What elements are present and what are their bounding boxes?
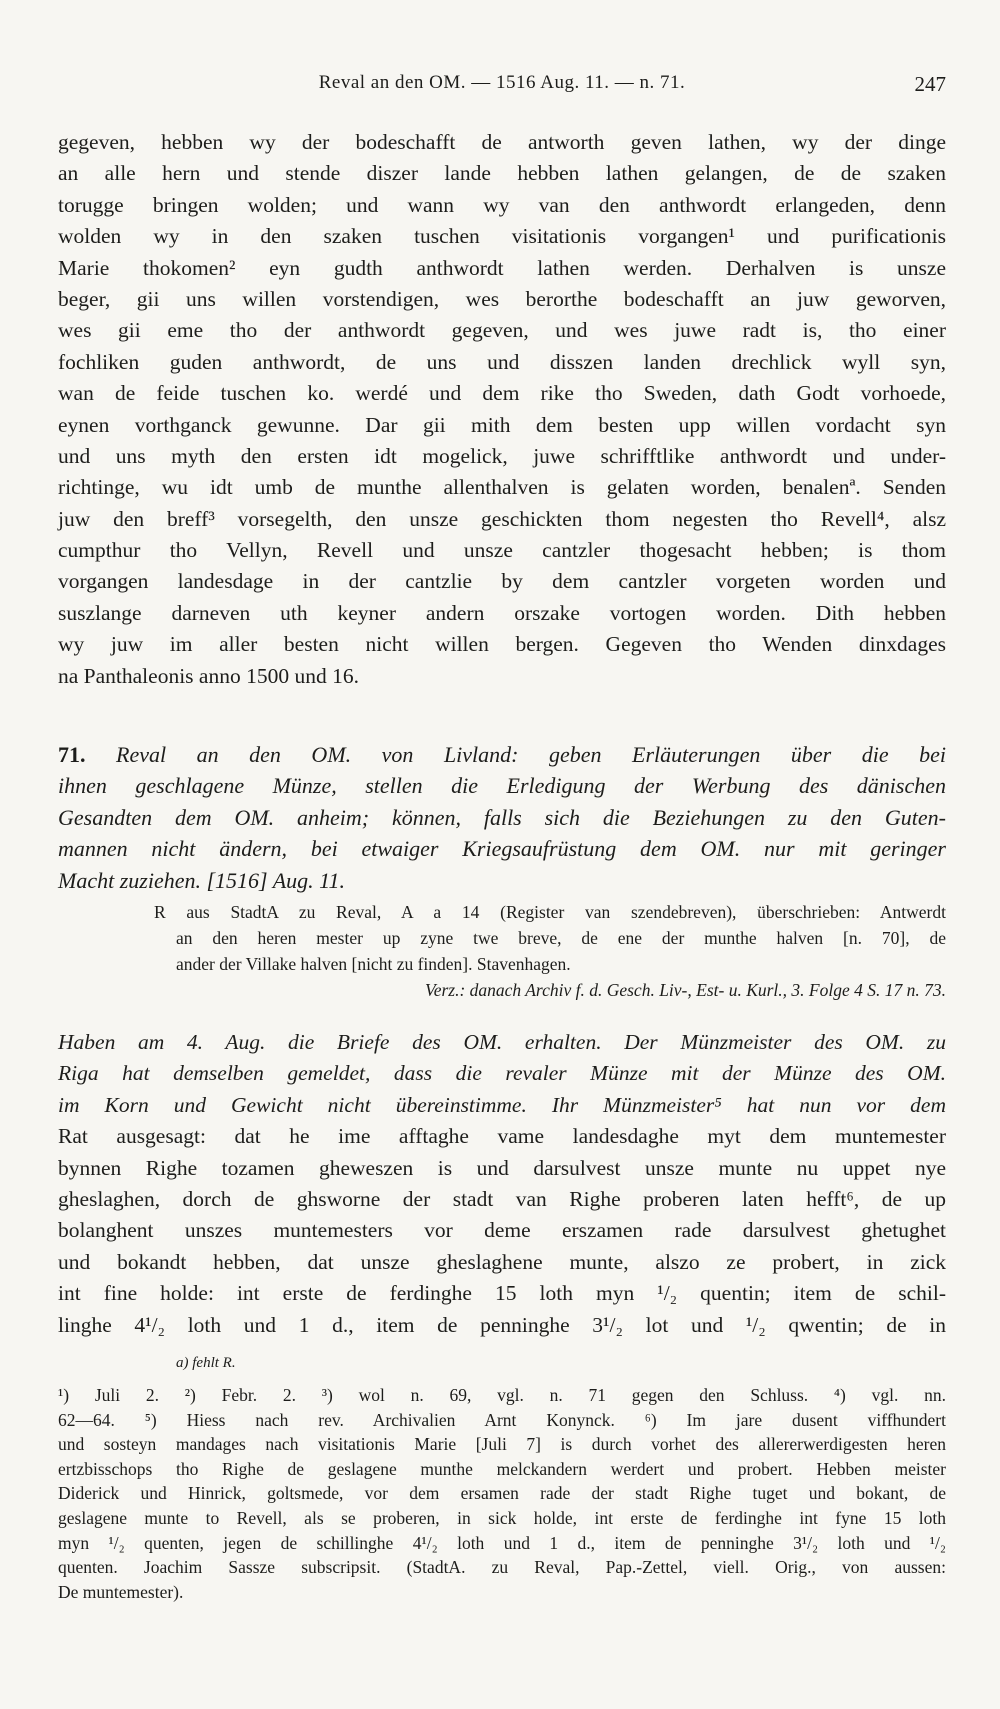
text-line: cumpthur tho Vellyn, Revell und unsze cantzler thogesacht hebben; is thom (58, 538, 946, 563)
page-number: 247 (914, 72, 946, 96)
footnote-line: 62—64. ⁵) Hiess nach rev. Archivalien Arnt Konynck. ⁶) Im jare dusent viffhundert (58, 1409, 946, 1430)
footnote-line: Diderick und Hinrick, goltsmede, vor dem ersamen rade der stadt Righe tuget und bokant, de (58, 1483, 946, 1504)
variant-note: a) fehlt R. (176, 1355, 236, 1371)
text-line: richtinge, wu idt umb de munthe allenthalven is gelaten worden, benalenª. Senden (58, 475, 946, 500)
regest-line: Gesandten dem OM. anheim; können, falls sich die Beziehungen zu den Guten- (58, 804, 946, 830)
text-line: wy juw im aller besten nicht willen bergen. Gegeven tho Wenden dinxdages (58, 632, 946, 657)
text-line: und uns myth den ersten idt mogelick, juwe schrifftlike anthwordt und under- (58, 443, 946, 468)
body-line: linghe 4¹/₂ loth und 1 d., item de penninghe 3¹/₂ lot und ¹/₂ qwentin; de in (58, 1312, 946, 1337)
text-line: wolden wy in den szaken tuschen visitationis vorgangen¹ und purificationis (58, 224, 946, 249)
source-line: an den heren mester up zyne twe breve, de ene der munthe halven [n. 70], de (176, 928, 946, 948)
regest-line: Macht zuziehen. [1516] Aug. 11. (58, 867, 345, 893)
body-line: int fine holde: int erste de ferdinghe 15 loth myn ¹/₂ quentin; item de schil- (58, 1281, 946, 1306)
text-line: an alle hern und stende diszer lande hebben lathen gelangen, de de szaken (58, 161, 946, 186)
body-line: Riga hat demselben gemeldet, dass die revaler Münze mit der Münze des OM. (58, 1061, 946, 1086)
text-line: torugge bringen wolden; und wann wy van den anthwordt erlangeden, denn (58, 192, 946, 217)
footnote-line: und sosteyn mandages nach visitationis Marie [Juli 7] is durch vorhet des allererwerdigesten heren (58, 1434, 946, 1455)
text-line: wan de feide tuschen ko. werdé und dem rike tho Sweden, dath Godt vorhoede, (58, 381, 946, 406)
footnote-line: ¹) Juli 2. ²) Febr. 2. ³) wol n. 69, vgl. n. 71 gegen den Schluss. ⁴) vgl. nn. (58, 1385, 946, 1405)
document-regest (58, 739, 946, 896)
text-line: wes gii eme tho der anthwordt gegeven, und wes juwe radt is, tho einer (58, 318, 946, 343)
text-line: na Panthaleonis anno 1500 und 16. (58, 663, 359, 688)
text-line: fochliken guden anthwordt, de uns und disszen landen drechlick wyll syn, (58, 349, 946, 374)
text-line: suszlange darneven uth keyner andern orszake vortogen worden. Dith hebben (58, 600, 946, 625)
body-line: bynnen Righe tozamen gheweszen is und darsulvest unsze munte nu uppet nye (58, 1155, 946, 1180)
source-line: R aus StadtA zu Reval, A a 14 (Register van szendebreven), überschrieben: Antwerdt (154, 902, 946, 922)
text-line: gegeven, hebben wy der bodeschafft de antworth geven lathen, wy der dinge (58, 130, 946, 154)
body-line: bolanghent unszes muntemesters vor deme erszamen rade darsulvest ghetughet (58, 1218, 946, 1243)
document-number: 71. (58, 742, 86, 767)
text-line: eynen vorthganck gewunne. Dar gii mith dem besten upp willen vordacht syn (58, 412, 946, 437)
text-line: Marie thokomen² eyn gudth anthwordt lathen werden. Derhalven is unsze (58, 255, 946, 280)
text-line: beger, gii uns willen vorstendigen, wes berorthe bodeschafft an juw geworven, (58, 286, 946, 311)
document-body (58, 1027, 946, 1341)
body-line: gheslaghen, dorch de ghsworne der stadt van Righe proberen laten hefft⁶, de up (58, 1186, 946, 1211)
carryover-letter-text (58, 127, 946, 692)
running-title: Reval an den OM. — 1516 Aug. 11. — n. 71. (318, 72, 686, 93)
text-line: juw den breff³ vorsegelth, den unsze geschickten thom negesten tho Revell⁴, alsz (58, 506, 946, 531)
footnote-line: quenten. Joachim Sassze subscripsit. (StadtA. zu Reval, Pap.-Zettel, viell. Orig., von aussen: (58, 1557, 946, 1578)
source-line: ander der Villake halven [nicht zu finden]. Stavenhagen. (176, 954, 571, 974)
footnote-line: ertzbisschops tho Righe de geslagene munthe melckandern werdert und probert. Hebben meister (58, 1458, 946, 1479)
body-line: und bokandt hebben, dat unsze gheslaghene munte, alszo ze probert, in zick (58, 1249, 946, 1274)
regest-line-text: Reval an den OM. von Livland: geben Erläuterungen über die bei (116, 742, 947, 767)
source-line: Verz.: danach Archiv f. d. Gesch. Liv-, Est- u. Kurl., 3. Folge 4 S. 17 n. 73. (424, 980, 946, 1000)
footnote-line: geslagene munte to Revell, als se proberen, in sick holde, int erste de ferdinghe int fyne 15 loth (58, 1507, 946, 1528)
source-description (58, 899, 946, 1003)
body-line: Haben am 4. Aug. die Briefe des OM. erhalten. Der Münzmeister des OM. zu (58, 1030, 946, 1054)
footnotes (58, 1383, 946, 1604)
body-line: im Korn und Gewicht nicht übereinstimme. Ihr Münzmeister⁵ hat nun vor dem (58, 1092, 946, 1117)
footnote-line: De muntemester). (58, 1581, 184, 1602)
page-header (58, 72, 946, 102)
regest-line: mannen nicht ändern, bei etwaiger Kriegsaufrüstung dem OM. nur mit geringer (58, 836, 946, 862)
body-line: Rat ausgesagt: dat he ime afftaghe vame landesdaghe myt dem muntemester (58, 1124, 946, 1149)
text-line: vorgangen landesdage in der cantzlie by dem cantzler vorgeten worden und (58, 569, 946, 594)
footnote-line: myn ¹/₂ quenten, jegen de schillinghe 4¹/₂ loth und 1 d., item de penninghe 3¹/₂ loth und ¹/₂ (58, 1532, 946, 1553)
regest-line: ihnen geschlagene Münze, stellen die Erledigung der Werbung des dänischen (58, 773, 946, 799)
regest-line (58, 739, 946, 770)
